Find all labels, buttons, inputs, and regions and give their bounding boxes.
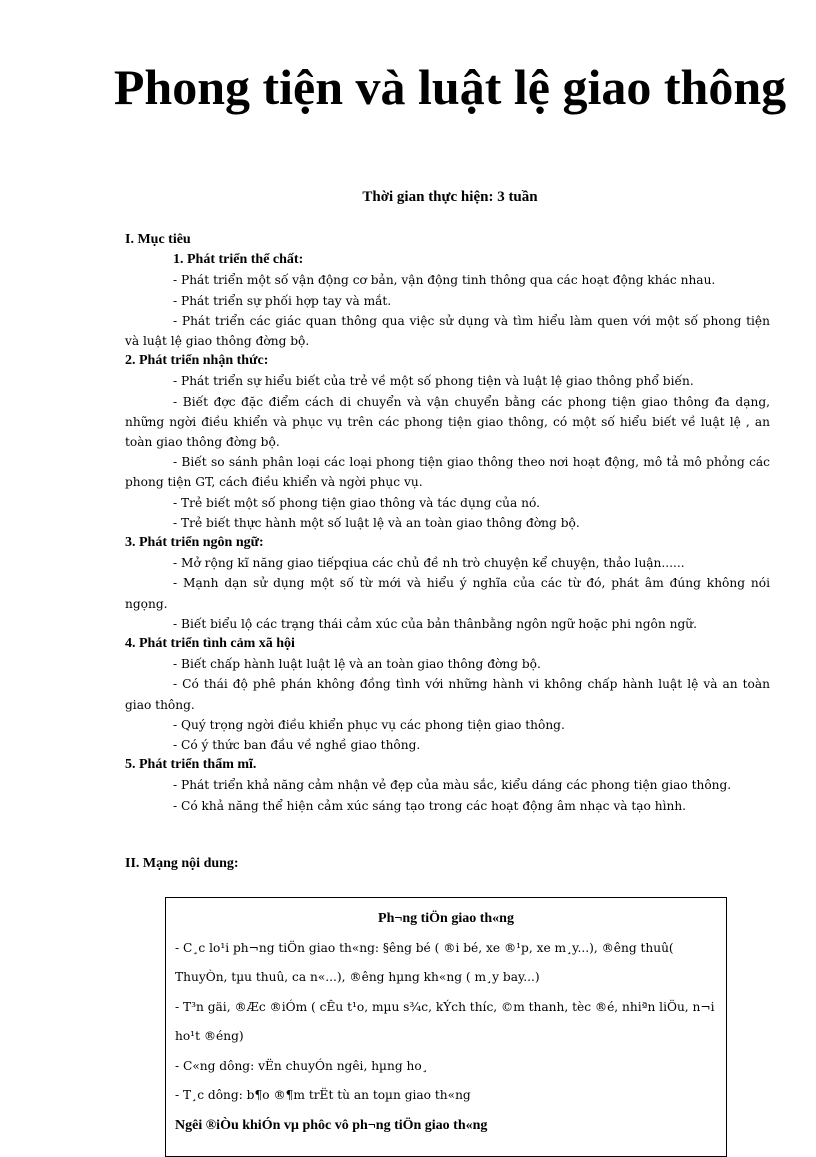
list-item: - Có ý thức ban đầu về nghề giao thông. [173, 738, 421, 753]
section-heading-content-network: II. Mạng nội dung: [125, 855, 239, 871]
list-item: - Phát triển một số vận động cơ bản, vận động tinh thông qua các hoạt động khác nhau. [173, 273, 716, 288]
list-item: - Phát triển sự phối hợp tay và mắt. [173, 293, 392, 308]
box-line: - C«ng dông: vËn chuyÓn ngêi, hµng ho¸ [175, 1058, 428, 1073]
spacer [125, 816, 770, 854]
list-item: - Phát triển khả năng cảm nhận vẻ đẹp của màu sắc, kiểu dáng các phong tiện giao thông. [173, 778, 732, 793]
list-item: - Biết chấp hành luật luật lệ và an toàn giao thông đờng bộ. [173, 657, 541, 672]
list-item: - Mở rộng kĩ năng giao tiếpqiua các chủ đề nh trò chuyện kể chuyện, thảo luận...... [173, 556, 685, 571]
box-title: Ph¬ng tiÖn giao th«ng [378, 911, 514, 926]
list-item: - Quý trọng ngời điều khiển phục vụ các phong tiện giao thông. [173, 717, 565, 732]
list-item: - Mạnh dạn sử dụng một số từ mới và hiểu ý nghĩa của các từ đó, phát âm đúng không nói ngọng. [125, 576, 770, 611]
list-item: - Phát triển sự hiểu biết của trẻ về một số phong tiện và luật lệ giao thông phổ biến. [173, 374, 694, 389]
list-item: - Có khả năng thể hiện cảm xúc sáng tạo trong các hoạt động âm nhạc và tạo hình. [173, 798, 687, 813]
list-item: - Biết so sánh phân loại các loại phong tiện giao thông theo nơi hoạt động, mô tả mô phỏng các phong tiện GT, cách điều khiển và ngời phục vụ. [125, 455, 770, 490]
box-line: - T³n gäi, ®Æc ®iÓm ( cÊu t¹o, mµu s¾c, kÝch thíc, ©m thanh, tèc ®é, nhiªn liÖu, n¬i ho¹t ®éng) [175, 999, 715, 1043]
section-heading-objectives: I. Mục tiêu [125, 232, 191, 247]
list-item: - Có thái độ phê phán không đồng tình với những hành vi không chấp hành luật lệ và an toàn giao thông. [125, 677, 770, 712]
subsection-heading-physical: 1. Phát triển thể chất: [173, 252, 304, 268]
section-heading-aesthetic: 5. Phát triển thẩm mĩ. [125, 757, 257, 773]
document-body [125, 230, 770, 874]
section-heading-language: 3. Phát triển ngôn ngữ: [125, 535, 264, 551]
box-last-line: Ngêi ®iÒu khiÓn vµ phôc vô ph¬ng tiÖn giao th«ng [175, 1117, 488, 1133]
list-item: - Trẻ biết một số phong tiện giao thông và tác dụng của nó. [173, 495, 541, 510]
section-heading-social: 4. Phát triển tình cảm xã hội [125, 636, 295, 652]
list-item: - Trẻ biết thực hành một số luật lệ và an toàn giao thông đờng bộ. [173, 515, 580, 530]
section-heading-cognitive: 2. Phát triển nhận thức: [125, 353, 269, 369]
box-line: - C¸c lo¹i ph¬ng tiÖn giao th«ng: §êng bé ( ®i bé, xe ®¹p, xe m¸y...), ®êng thuû( ThuyÒn, tµu thuû, ca n«...), ®êng hµng kh«ng ( m¸y bay...) [175, 940, 674, 984]
page-subtitle: Thời gian thực hiện: 3 tuần [362, 189, 538, 205]
list-item: - Biết đợc đặc điểm cách di chuyển và vận chuyển bằng các phong tiện giao thông đa dạng, những ngời điều khiển và phục vụ trên các phong tiện giao thông, có một số hiểu biết về luật lệ , an toàn giao thông đờng bộ. [125, 394, 770, 450]
content-network-box [165, 897, 727, 1157]
list-item: - Phát triển các giác quan thông qua việc sử dụng và tìm hiểu làm quen với một số phong tiện và luật lệ giao thông đờng bộ. [125, 313, 770, 349]
box-line: - T¸c dông: b¶o ®¶m trËt tù an toµn giao th«ng [175, 1088, 471, 1102]
list-item: - Biết biểu lộ các trạng thái cảm xúc của bản thânbằng ngôn ngữ hoặc phi ngôn ngữ. [173, 616, 697, 631]
page-title: Phong tiện và luật lệ giao thông [113, 59, 787, 115]
